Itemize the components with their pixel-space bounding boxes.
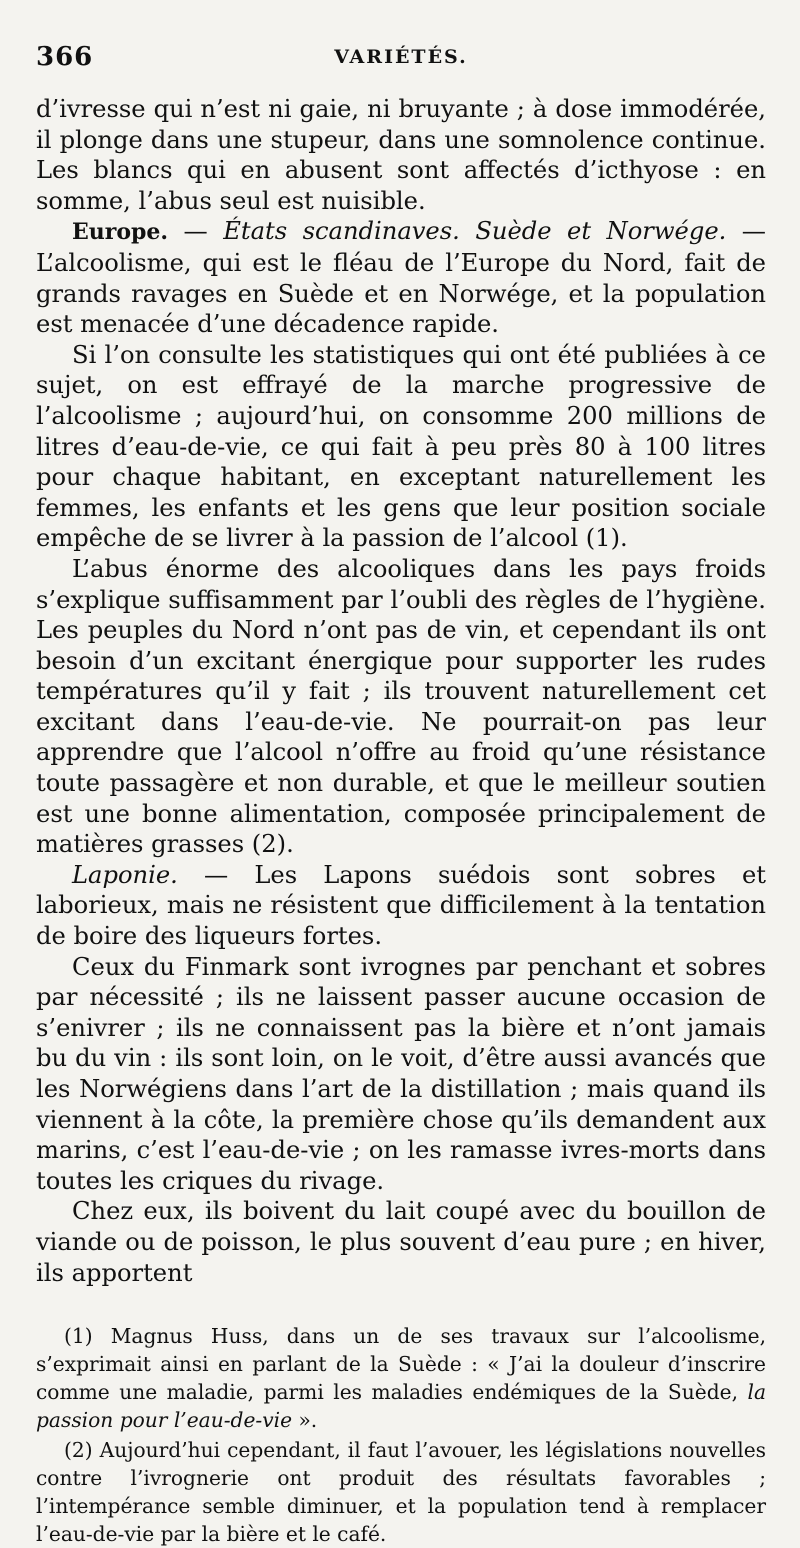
subheading-laponie: Laponie. — [72, 860, 178, 889]
page-header — [36, 28, 766, 70]
dash: — — [168, 217, 224, 246]
running-title: VARIÉTÉS. — [334, 46, 468, 68]
paragraph-europe — [36, 216, 766, 339]
paragraph-laponie — [36, 860, 766, 952]
paragraph-statistics: Si l’on consulte les statistiques qui ont été publiées à ce sujet, on est effrayé de la marche progressive de l’alcoolisme ; aujourd’hui, on consomme 200 millions de litres d’eau-de-vie, ce qui fait à peu près 80 à 100 litres pour chaque habitant, en exceptant naturellement les femmes, les enfants et les gens que leur position sociale empêche de se livrer à la passion de l’alcool (1). — [36, 340, 766, 553]
footnote-end: ». — [292, 1408, 318, 1433]
paragraph-text: — Les Lapons suédois sont sobres et laborieux, mais ne résistent que difficilement à la tentation de boire des liqueurs fortes. — [36, 860, 766, 951]
footnote-1 — [36, 1322, 766, 1434]
page-number: 366 — [36, 42, 94, 72]
footnote-2: (2) Aujourd’hui cependant, il faut l’avouer, les législations nouvelles contre l’ivrognerie ont produit des résultats favorables ; l’intempérance semble diminuer, et la population tend à remplacer l’eau-de-vie par la bière et le café. — [36, 1438, 766, 1547]
paragraph-finmark: Ceux du Finmark sont ivrognes par penchant et sobres par nécessité ; ils ne laissent passer aucune occasion de s’enivrer ; ils ne connaissent pas la bière et n’ont jamais bu du vin : ils sont loin, on le voit, d’être aussi avancés que les Norwégiens dans l’art de la distillation ; mais quand ils viennent à la côte, la première chose qu’ils demandent aux marins, c’est l’eau-de-vie ; on les ramasse ivres-morts dans toutes les criques du rivage. — [36, 952, 766, 1195]
paragraph-continuation: d’ivresse qui n’est ni gaie, ni bruyante ; à dose immodérée, il plonge dans une stupeur, dans une somnolence continue. Les blancs qui en abusent sont affectés d’icthyose : en somme, l’abus seul est nuisible. — [36, 95, 766, 215]
subheading-scandinavia: États scandinaves. Suède et Norwége. — [223, 217, 727, 246]
footnote-text: (1) Magnus Huss, dans un de ses travaux sur l’alcoolisme, s’exprimait ainsi en parlant de la Suède : « J’ai la douleur d’inscrire comme une maladie, parmi les maladies endémiques de la Suède, — [36, 1324, 766, 1405]
paragraph-text: — L’alcoolisme, qui est le fléau de l’Europe du Nord, fait de grands ravages en Suède et en Norwége, et la population est menacée d’une décadence rapide. — [36, 217, 766, 339]
paragraph-chez-eux: Chez eux, ils boivent du lait coupé avec du bouillon de viande ou de poisson, le plus souvent d’eau pure ; en hiver, ils apportent — [36, 1197, 766, 1287]
book-page — [36, 28, 766, 1547]
footnote-italic: la passion pour l’eau-de-vie — [36, 1380, 766, 1433]
body-text — [36, 94, 766, 1288]
paragraph-cold-countries: L’abus énorme des alcooliques dans les pays froids s’explique suffisamment par l’oubli des règles de l’hygiène. Les peuples du Nord n’ont pas de vin, et cependant ils ont besoin d’un excitant énergique pour supporter les rudes températures qu’il y fait ; ils trouvent naturellement cet excitant dans l’eau-de-vie. Ne pourrait-on pas leur apprendre que l’alcool n’offre au froid qu’une résistance toute passagère et non durable, et que le meilleur soutien est une bonne alimentation, composée principalement de matières grasses (2). — [36, 554, 766, 859]
footnotes — [36, 1322, 766, 1548]
section-heading-europe: Europe. — [72, 219, 169, 246]
